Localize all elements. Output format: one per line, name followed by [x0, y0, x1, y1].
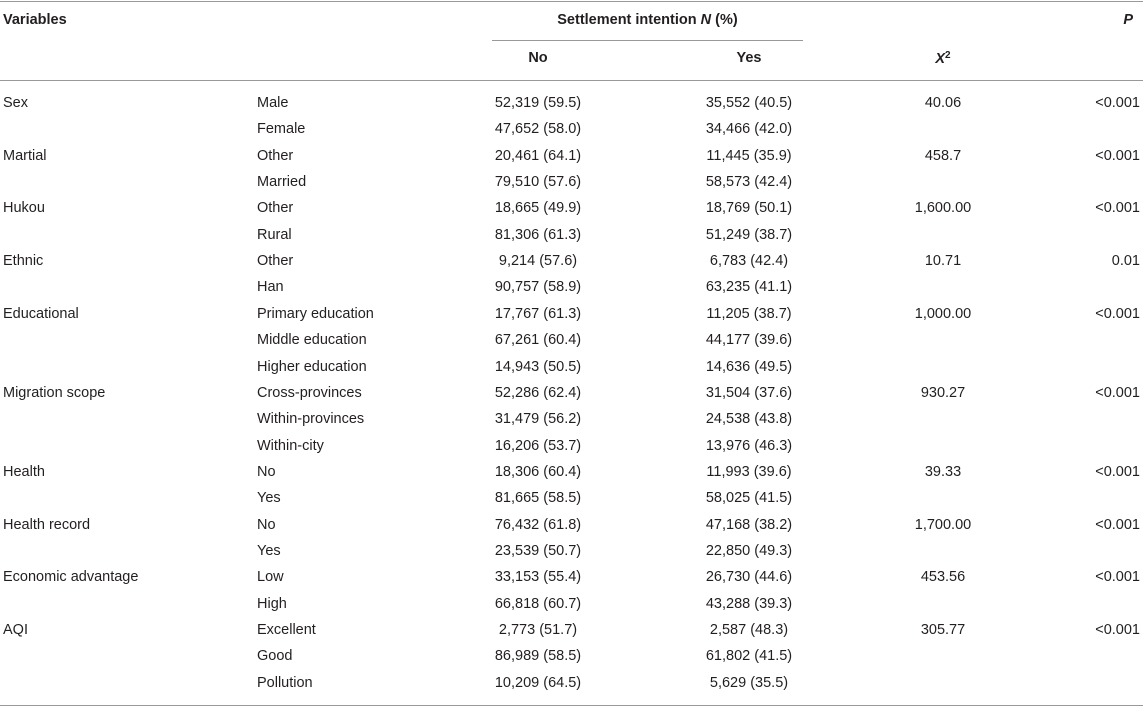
no-count-cell: 18,306 (60.4)	[494, 464, 582, 480]
category-cell: No	[257, 517, 276, 533]
header-no: No	[528, 50, 548, 66]
yes-count-cell: 34,466 (42.0)	[705, 121, 793, 137]
variable-cell: Martial	[3, 148, 47, 164]
category-cell: Higher education	[257, 359, 367, 375]
p-value-cell: <0.001	[1095, 569, 1140, 585]
yes-count-cell: 2,587 (48.3)	[709, 622, 789, 638]
yes-count-cell: 61,802 (41.5)	[705, 648, 793, 664]
header-chi-square: $X^2$	[935, 50, 951, 67]
no-count-cell: 2,773 (51.7)	[498, 622, 578, 638]
category-cell: Other	[257, 253, 294, 269]
variable-cell: Health	[3, 464, 45, 480]
no-count-cell: 10,209 (64.5)	[494, 675, 582, 691]
category-cell: Excellent	[257, 622, 316, 638]
no-count-cell: 47,652 (58.0)	[494, 121, 582, 137]
yes-count-cell: 63,235 (41.1)	[705, 279, 793, 295]
category-cell: Within-city	[257, 438, 324, 454]
variable-cell: Health record	[3, 517, 91, 533]
chi-square-cell: 458.7	[924, 148, 962, 164]
yes-count-cell: 44,177 (39.6)	[705, 332, 793, 348]
variable-cell: Economic advantage	[3, 569, 139, 585]
yes-count-cell: 35,552 (40.5)	[705, 95, 793, 111]
no-count-cell: 66,818 (60.7)	[494, 596, 582, 612]
group-span-rule	[492, 40, 803, 41]
chi-square-cell: 10.71	[924, 253, 962, 269]
p-value-cell: <0.001	[1095, 148, 1140, 164]
category-cell: Other	[257, 200, 294, 216]
yes-count-cell: 43,288 (39.3)	[705, 596, 793, 612]
header-variables: Variables	[3, 12, 67, 28]
no-count-cell: 79,510 (57.6)	[494, 174, 582, 190]
category-cell: Pollution	[257, 675, 313, 691]
no-count-cell: 86,989 (58.5)	[494, 648, 582, 664]
no-count-cell: 20,461 (64.1)	[494, 148, 582, 164]
category-cell: No	[257, 464, 276, 480]
chi-square-cell: 1,700.00	[914, 517, 972, 533]
chi-square-cell: 305.77	[920, 622, 966, 638]
yes-count-cell: 31,504 (37.6)	[705, 385, 793, 401]
category-cell: Han	[257, 279, 284, 295]
yes-count-cell: 58,025 (41.5)	[705, 490, 793, 506]
yes-count-cell: 11,993 (39.6)	[706, 464, 792, 480]
category-cell: Within-provinces	[257, 411, 365, 427]
category-cell: Male	[257, 95, 289, 111]
yes-count-cell: 24,538 (43.8)	[705, 411, 793, 427]
category-cell: Female	[257, 121, 306, 137]
variable-cell: Ethnic	[3, 253, 44, 269]
yes-count-cell: 26,730 (44.6)	[705, 569, 793, 585]
p-value-cell: <0.001	[1095, 385, 1140, 401]
variable-cell: Migration scope	[3, 385, 106, 401]
category-cell: Cross-provinces	[257, 385, 362, 401]
category-cell: Married	[257, 174, 307, 190]
category-cell: Good	[257, 648, 293, 664]
no-count-cell: 16,206 (53.7)	[494, 438, 582, 454]
no-count-cell: 31,479 (56.2)	[494, 411, 582, 427]
category-cell: Primary education	[257, 306, 374, 322]
no-count-cell: 52,286 (62.4)	[494, 385, 582, 401]
variable-cell: Sex	[3, 95, 28, 111]
no-count-cell: 18,665 (49.9)	[494, 200, 582, 216]
yes-count-cell: 58,573 (42.4)	[705, 174, 793, 190]
no-count-cell: 17,767 (61.3)	[494, 306, 582, 322]
category-cell: High	[257, 596, 287, 612]
no-count-cell: 9,214 (57.6)	[498, 253, 578, 269]
chi-square-cell: 39.33	[924, 464, 962, 480]
category-cell: Middle education	[257, 332, 367, 348]
p-value-cell: <0.001	[1095, 464, 1140, 480]
header-group-title: Settlement intention N (%)	[557, 12, 738, 28]
p-value-cell: 0.01	[1111, 253, 1140, 269]
yes-count-cell: 6,783 (42.4)	[709, 253, 789, 269]
p-value-cell: <0.001	[1095, 517, 1140, 533]
chi-square-cell: 1,600.00	[914, 200, 972, 216]
no-count-cell: 67,261 (60.4)	[494, 332, 582, 348]
chi-square-cell: 453.56	[920, 569, 966, 585]
no-count-cell: 81,665 (58.5)	[494, 490, 582, 506]
yes-count-cell: 22,850 (49.3)	[705, 543, 793, 559]
yes-count-cell: 5,629 (35.5)	[709, 675, 789, 691]
chi-square-cell: 40.06	[924, 95, 962, 111]
header-p: P	[1123, 12, 1133, 28]
chi-square-cell: 1,000.00	[914, 306, 972, 322]
p-value-cell: <0.001	[1095, 200, 1140, 216]
no-count-cell: 23,539 (50.7)	[494, 543, 582, 559]
category-cell: Yes	[257, 490, 281, 506]
category-cell: Other	[257, 148, 294, 164]
header-rule	[0, 80, 1143, 81]
no-count-cell: 52,319 (59.5)	[494, 95, 582, 111]
variable-cell: Educational	[3, 306, 79, 322]
yes-count-cell: 11,445 (35.9)	[706, 148, 792, 164]
yes-count-cell: 14,636 (49.5)	[705, 359, 793, 375]
yes-count-cell: 13,976 (46.3)	[705, 438, 793, 454]
category-cell: Low	[257, 569, 284, 585]
no-count-cell: 33,153 (55.4)	[494, 569, 582, 585]
category-cell: Rural	[257, 227, 292, 243]
top-rule	[0, 1, 1143, 2]
no-count-cell: 76,432 (61.8)	[494, 517, 582, 533]
variable-cell: Hukou	[3, 200, 45, 216]
p-value-cell: <0.001	[1095, 622, 1140, 638]
category-cell: Yes	[257, 543, 281, 559]
variable-cell: AQI	[3, 622, 28, 638]
no-count-cell: 81,306 (61.3)	[494, 227, 582, 243]
bottom-rule	[0, 705, 1143, 706]
chi-square-cell: 930.27	[920, 385, 966, 401]
p-value-cell: <0.001	[1095, 95, 1140, 111]
no-count-cell: 14,943 (50.5)	[494, 359, 582, 375]
p-value-cell: <0.001	[1095, 306, 1140, 322]
no-count-cell: 90,757 (58.9)	[494, 279, 582, 295]
yes-count-cell: 18,769 (50.1)	[705, 200, 793, 216]
header-yes: Yes	[736, 50, 762, 66]
yes-count-cell: 47,168 (38.2)	[705, 517, 793, 533]
yes-count-cell: 51,249 (38.7)	[705, 227, 793, 243]
yes-count-cell: 11,205 (38.7)	[706, 306, 792, 322]
